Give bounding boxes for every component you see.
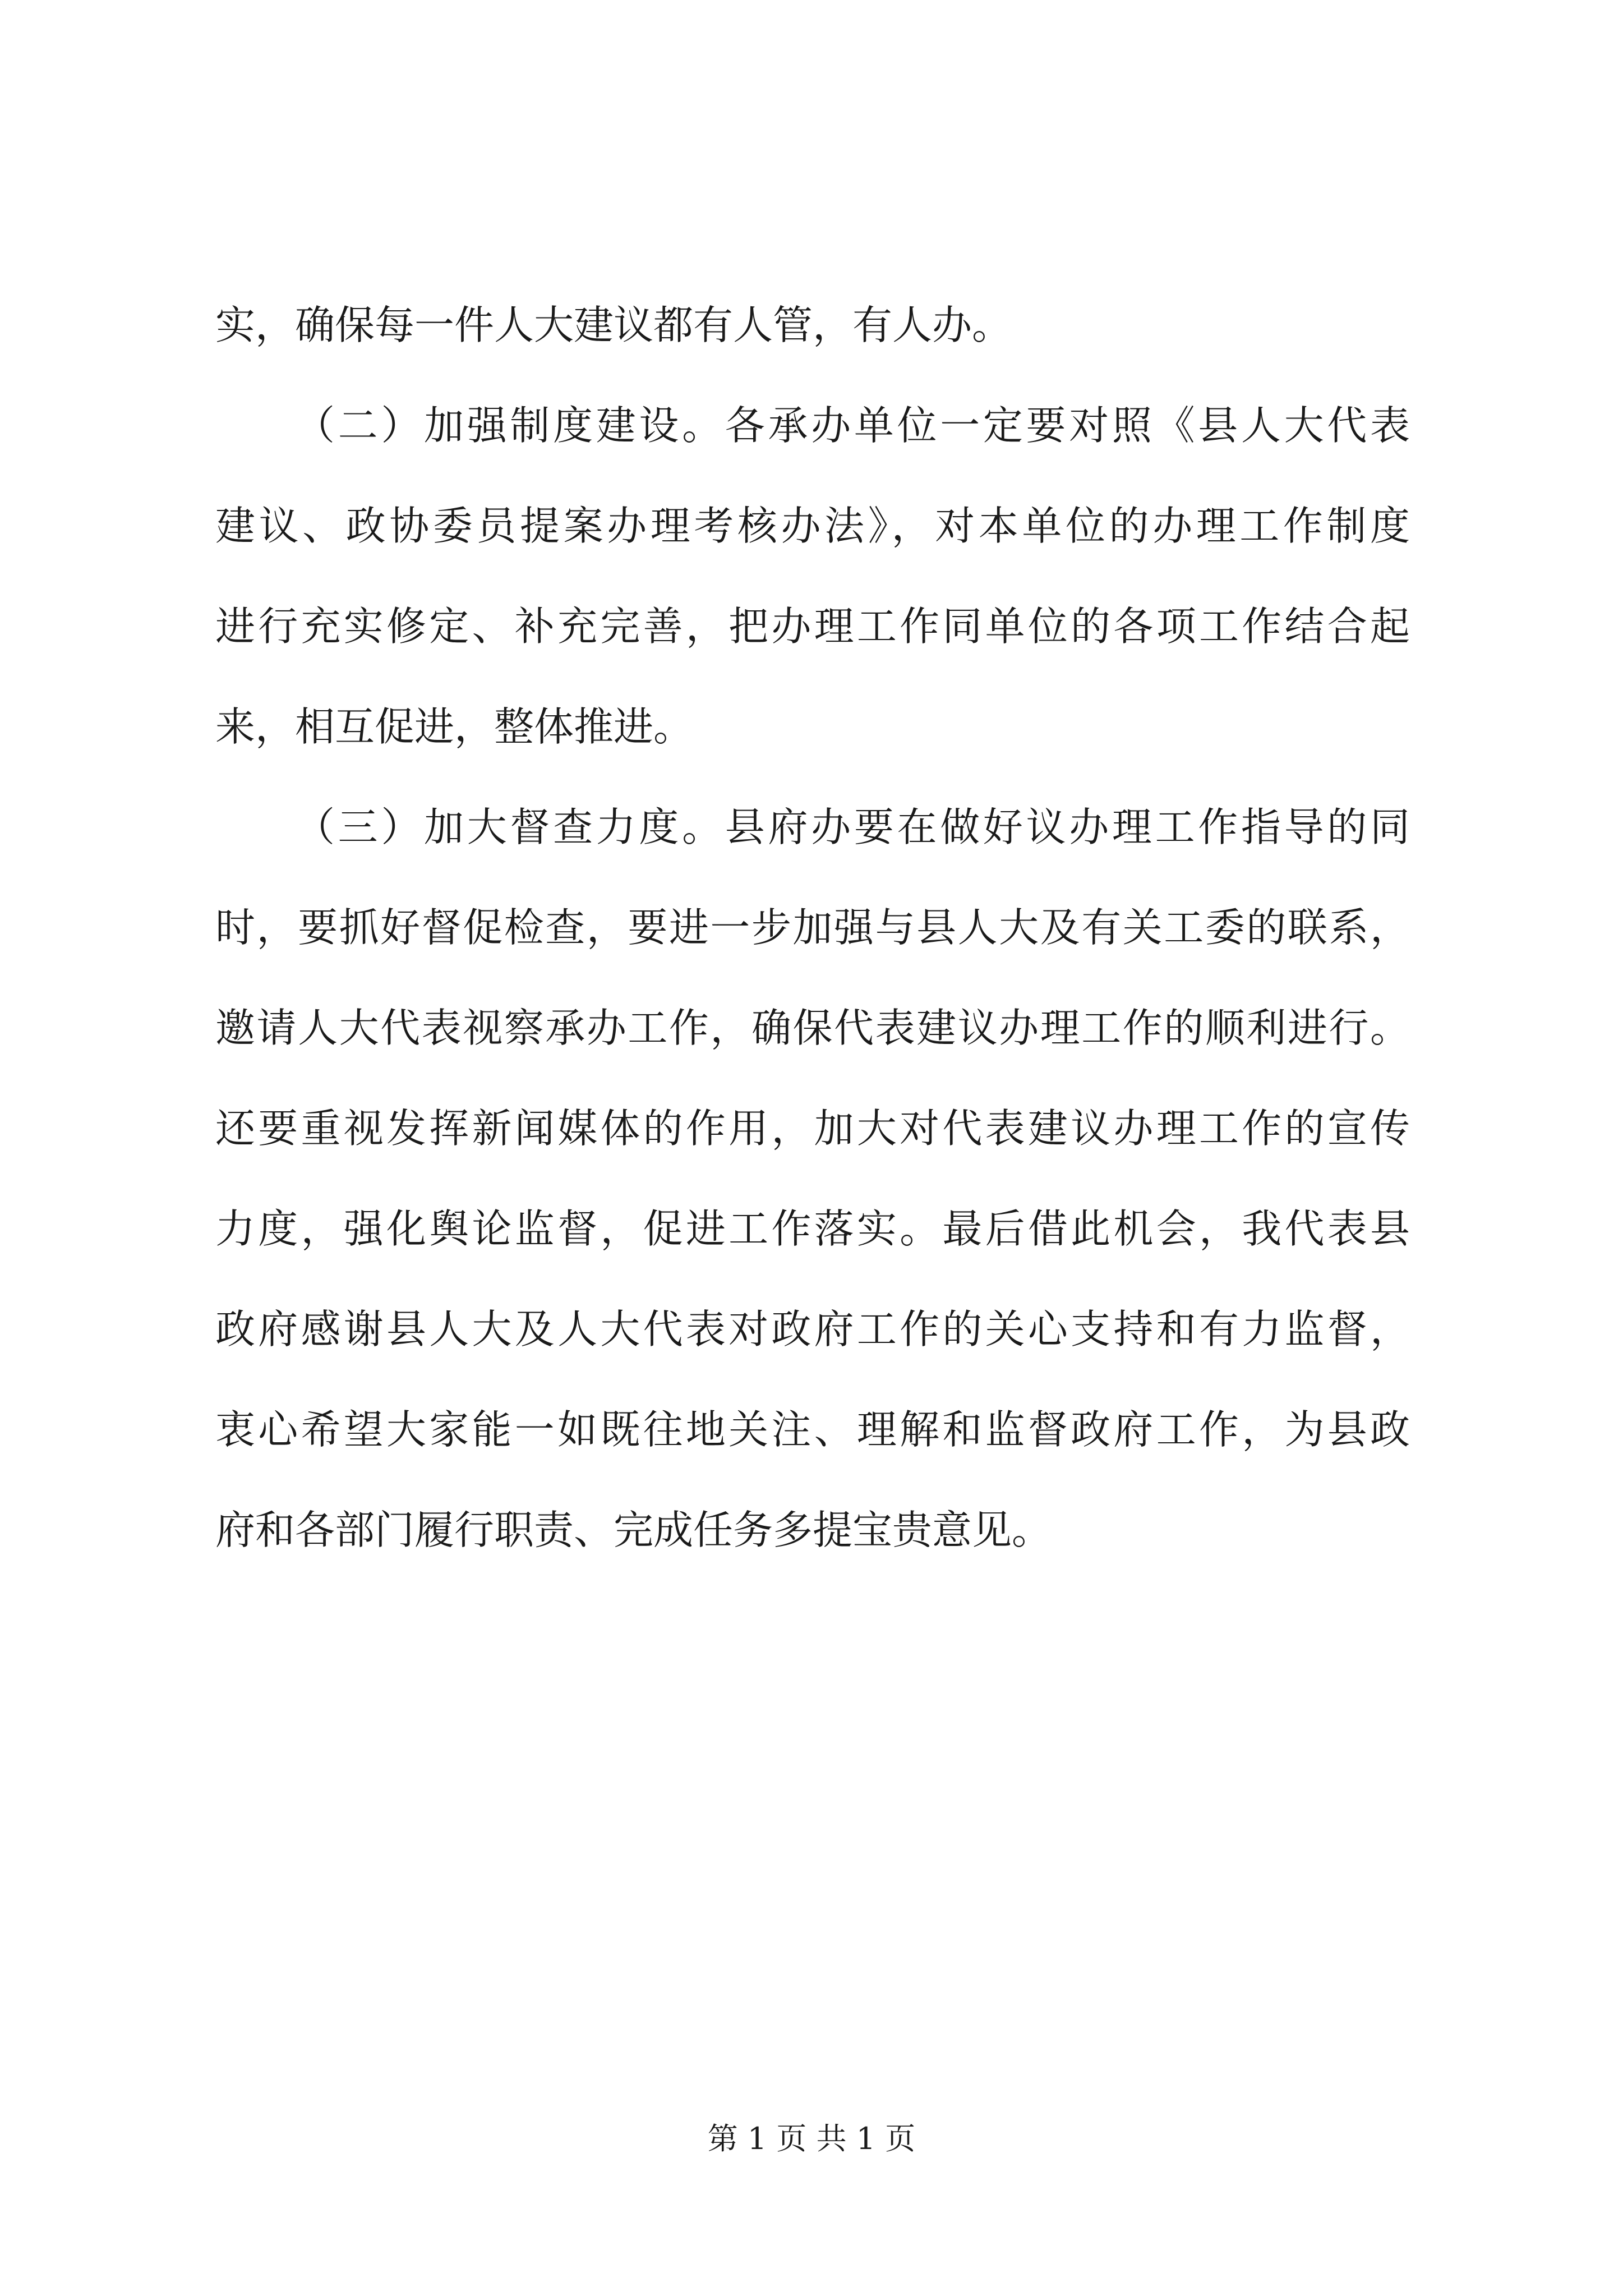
page-footer: 第 1 页 共 1 页 <box>707 2121 916 2156</box>
paragraph-line: 力度，强化舆论监督，促进工作落实。最后借此机会，我代表县 <box>215 1205 1410 1252</box>
paragraph-line: 建议、政协委员提案办理考核办法》，对本单位的办理工作制度 <box>215 503 1410 549</box>
paragraph-line: 时，要抓好督促检查，要进一步加强与县人大及有关工委的联系， <box>215 904 1410 951</box>
document-body <box>215 275 1410 1580</box>
paragraph-line: 进行充实修定、补充完善，把办理工作同单位的各项工作结合起 <box>215 603 1410 650</box>
paragraph-line: 府和各部门履行职责、完成任务多提宝贵意见。 <box>215 1507 1052 1553</box>
paragraph-line: 政府感谢县人大及人大代表对政府工作的关心支持和有力监督， <box>215 1306 1410 1352</box>
paragraph-line: 还要重视发挥新闻媒体的作用，加大对代表建议办理工作的宣传 <box>215 1105 1410 1152</box>
paragraph-line: （三）加大督查力度。县府办要在做好议办理工作指导的同 <box>295 804 1410 850</box>
paragraph-line: 衷心希望大家能一如既往地关注、理解和监督政府工作，为县政 <box>215 1406 1410 1453</box>
paragraph-line: 实，确保每一件人大建议都有人管，有人办。 <box>215 302 1012 348</box>
paragraph-line: 邀请人大代表视察承办工作，确保代表建议办理工作的顺利进行。 <box>215 1005 1410 1051</box>
paragraph-line: （二）加强制度建设。各承办单位一定要对照《县人大代表 <box>295 402 1410 449</box>
paragraph-line: 来，相互促进，整体推进。 <box>215 703 694 750</box>
